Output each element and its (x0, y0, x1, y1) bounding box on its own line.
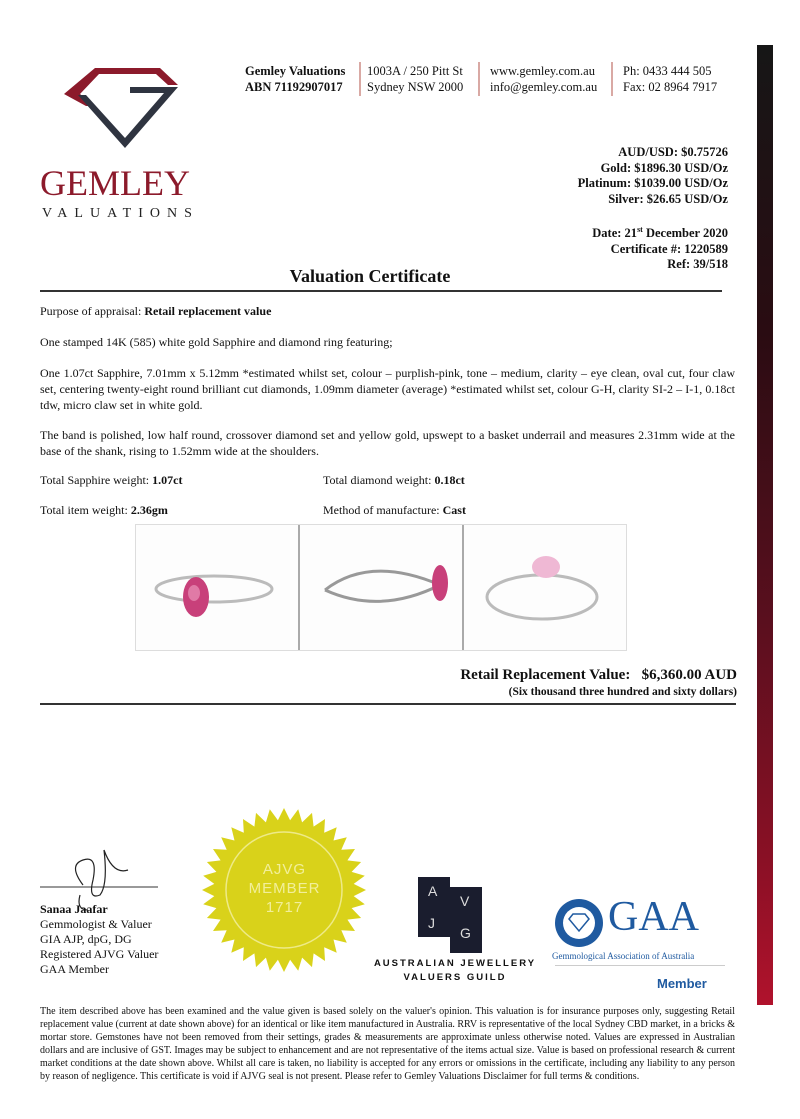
company-abn: ABN 71192907017 (245, 80, 343, 94)
rate-aud-usd: AUD/USD: $0.75726 (618, 145, 728, 159)
gaa-diamond-icon (552, 896, 606, 950)
value-label: Retail Replacement Value: (460, 667, 631, 683)
rate-platinum: Platinum: $1039.00 USD/Oz (577, 176, 728, 190)
gemley-diamond-logo-icon (60, 60, 190, 155)
spec-method (323, 502, 623, 518)
ajvg-name-line: AUSTRALIAN JEWELLERY (373, 958, 537, 969)
item-description: One 1.07ct Sapphire, 7.01mm x 5.12mm *estimated whilst set, colour – purplish-pink, tone – medium, clarity – eye clean, oval cut, four claw set, centering twenty-eight round brilliant cut diamonds, 1.09mm diameter (average) *estimated whilst set, colour G-H, clarity SI-2 – I-1, 0.18ct tdw, micro claw set in white gold. (40, 366, 735, 412)
seal-text: MEMBER (248, 880, 321, 897)
ring-photo-back (464, 525, 626, 650)
seal-text: 1717 (265, 899, 304, 916)
address-line-2: Sydney NSW 2000 (367, 80, 464, 94)
fax-number: Fax: 02 8964 7917 (623, 80, 718, 94)
ajvg-letter: J (428, 915, 435, 931)
spec-label: Total item weight: (40, 503, 131, 517)
divider (359, 62, 361, 96)
spec-label: Total diamond weight: (323, 473, 435, 487)
metal-rates (578, 145, 728, 207)
email-link[interactable]: info@gemley.com.au (490, 80, 598, 94)
gaa-divider (555, 965, 725, 966)
gaa-member: Member (657, 976, 707, 991)
band-description: The band is polished, low half round, crossover diamond set and yellow gold, upswept to a basket underrail and measures 2.31mm wide at the base of the shank, rising to 1.52mm wide at the shoulders. (40, 428, 735, 458)
ring-photo-front (136, 525, 300, 650)
page-title: Valuation Certificate (289, 266, 451, 286)
reference-number: Ref: 39/518 (667, 257, 728, 272)
spec-value: Cast (442, 503, 466, 517)
purpose (40, 303, 735, 319)
valuer-membership: GAA Member (40, 962, 109, 976)
value-amount: $6,360.00 AUD (641, 667, 737, 683)
ajvg-name-line: VALUERS GUILD (403, 972, 507, 983)
spec-sapphire-weight (40, 472, 320, 488)
brand-name: GEMLEY (40, 163, 190, 203)
spec-value: 1.07ct (152, 473, 183, 487)
spec-label: Total Sapphire weight: (40, 473, 153, 487)
date-suffix: st (637, 225, 643, 234)
divider (611, 62, 613, 96)
valuer-qualifications: GIA AJP, dpG, DG (40, 932, 132, 946)
divider (478, 62, 480, 96)
company-block (245, 63, 345, 95)
certificate-number: Certificate #: 1220589 (610, 241, 728, 256)
side-stripe (757, 45, 773, 1005)
purpose-label: Purpose of appraisal: (40, 304, 145, 318)
spec-label: Method of manufacture: (323, 503, 443, 517)
spec-value: 0.18ct (434, 473, 465, 487)
title-rule (40, 290, 722, 292)
spec-value: 2.36gm (130, 503, 168, 517)
gaa-name: Gemmological Association of Australia (552, 951, 695, 961)
web-block (490, 63, 597, 95)
address-line-1: 1003A / 250 Pitt St (367, 64, 463, 78)
value-in-words: (Six thousand three hundred and sixty dollars) (508, 686, 737, 698)
certificate-date (592, 222, 728, 242)
date-label: Date: 21 (592, 226, 638, 241)
rate-gold: Gold: $1896.30 USD/Oz (600, 160, 728, 175)
phone-block (623, 63, 717, 95)
phone-number: Ph: 0433 444 505 (623, 64, 712, 78)
valuer-registration: Registered AJVG Valuer (40, 947, 159, 961)
brand-subtitle: VALUATIONS (42, 206, 199, 221)
valuer-name: Sanaa Jaafar (40, 902, 108, 916)
spec-item-weight (40, 502, 320, 518)
ring-photos (135, 524, 627, 651)
item-intro: One stamped 14K (585) white gold Sapphire and diamond ring featuring; (40, 335, 393, 349)
seal-text: AJVG (262, 861, 307, 878)
address-block (367, 63, 463, 95)
valuer-role: Gemmologist & Valuer (40, 917, 152, 931)
ajvg-letter: G (460, 925, 471, 941)
valuer-details (40, 902, 158, 977)
value-rule (40, 703, 736, 705)
purpose-value: Retail replacement value (144, 304, 272, 318)
ajvg-letter: A (428, 883, 438, 899)
ajvg-name (355, 957, 555, 985)
ring-photo-side (300, 525, 464, 650)
ajvg-letter: V (460, 893, 470, 909)
retail-replacement-value (460, 667, 737, 698)
gaa-abbr: GAA (608, 894, 699, 940)
date-rest: December 2020 (642, 226, 728, 241)
company-name: Gemley Valuations (245, 64, 346, 78)
spec-diamond-weight (323, 472, 623, 488)
rate-silver: Silver: $26.65 USD/Oz (608, 191, 728, 206)
website-link[interactable]: www.gemley.com.au (490, 64, 595, 78)
ajvg-logo (418, 877, 488, 953)
disclaimer: The item described above has been examined and the value given is based solely on the valuer's opinion. This valuation is for insurance purposes only, suggesting Retail replacement value (current at date shown above) for an identical or like item manufactured in Australia. RRV is representative of the local Sydney CBD market, in a bricks & mortar store. Gemstones have not been removed from their settings, grades & measurements are approximate unless otherwise noted. Values are expressed in Australian dollars and are inclusive of GST. Images may be subject to enhancement and are not representative of the items actual size. Value is based on professional research & current market conditions at the date shown above. Whilst all care is taken, no liability is accepted for any errors or omissions in the certificate, including any liability to any person by reason of negligence. This certificate is void if AJVG seal is not present. Please refer to Gemley Valuations Disclaimer for full terms & conditions. (40, 1006, 735, 1082)
ajvg-gold-seal (202, 808, 367, 973)
